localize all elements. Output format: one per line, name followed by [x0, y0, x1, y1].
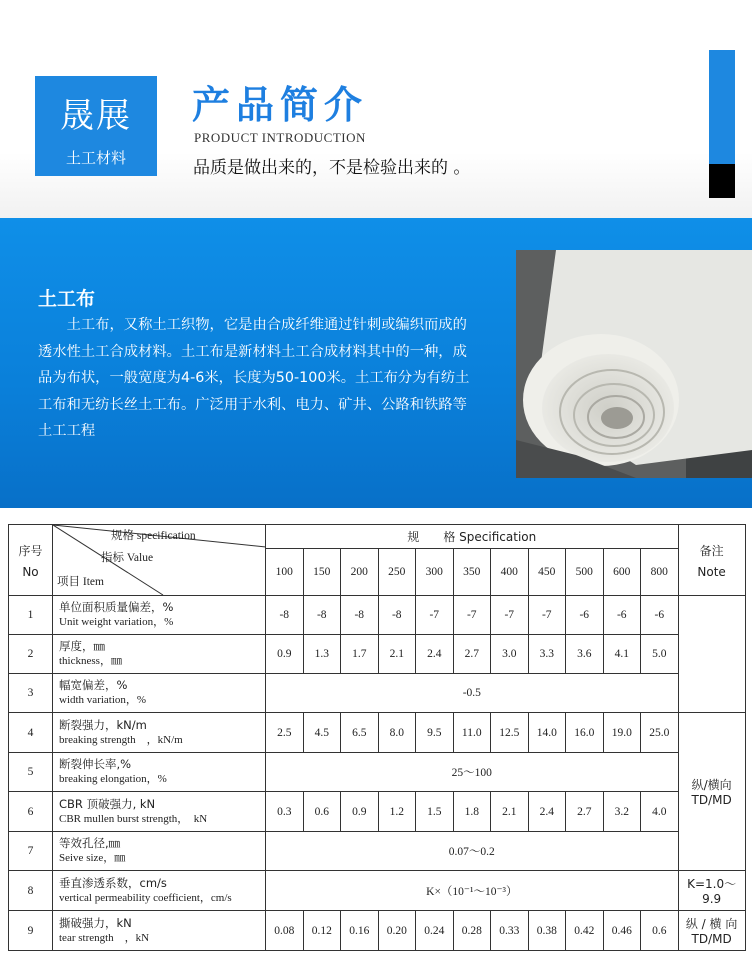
- header: [0, 0, 752, 218]
- note-header: [678, 525, 745, 596]
- item-label-cn: 撕破强力，kN: [59, 915, 132, 930]
- value-cell: 0.38: [528, 911, 566, 951]
- value-cell: 2.4: [416, 635, 454, 674]
- intro-title: 土工布: [38, 288, 96, 310]
- table-row: [9, 713, 746, 753]
- grade-header: 300: [416, 549, 454, 596]
- value-cell: 0.6: [303, 792, 341, 832]
- value-cell: 0.08: [266, 911, 304, 951]
- merged-value: K×（10⁻¹～10⁻³）: [266, 871, 679, 911]
- table-row: [9, 674, 746, 713]
- value-cell: 0.9: [266, 635, 304, 674]
- value-cell: 0.20: [378, 911, 416, 951]
- value-cell: -7: [491, 596, 529, 635]
- item-label-en: vertical permeability coefficient，cm/s: [59, 891, 232, 904]
- value-cell: 2.1: [378, 635, 416, 674]
- spec-title: 规 格 Specification: [266, 525, 679, 549]
- value-cell: -7: [416, 596, 454, 635]
- item-label-cn: 等效孔径,㎜: [59, 836, 121, 850]
- note-td-md-2: 纵 / 横 向 TD/MD: [678, 911, 745, 951]
- item-label: [53, 635, 266, 674]
- item-label-en: Unit weight variation，%: [59, 616, 174, 628]
- value-cell: 8.0: [378, 713, 416, 753]
- logo-sub-text: 土工材料: [65, 149, 126, 167]
- value-cell: 3.3: [528, 635, 566, 674]
- grade-header: 100: [266, 549, 304, 596]
- item-label-en: Seive size，㎜: [59, 852, 126, 864]
- value-cell: 1.2: [378, 792, 416, 832]
- item-label: [53, 911, 266, 951]
- grade-header: 150: [303, 549, 341, 596]
- table-row: [9, 832, 746, 871]
- value-cell: 2.7: [453, 635, 491, 674]
- item-label: [53, 713, 266, 753]
- row-number: 2: [9, 635, 53, 674]
- value-cell: 0.28: [453, 911, 491, 951]
- note-cell-empty: [678, 596, 745, 713]
- value-cell: 11.0: [453, 713, 491, 753]
- value-cell: 3.6: [566, 635, 604, 674]
- slogan: 品质是做出来的，不是检验出来的 。: [193, 158, 471, 178]
- geotextile-roll-photo: [516, 250, 752, 478]
- value-cell: 0.12: [303, 911, 341, 951]
- value-cell: 1.3: [303, 635, 341, 674]
- diag-index-label: 指标 Value: [101, 552, 154, 564]
- item-label: [53, 674, 266, 713]
- table-row: [9, 596, 746, 635]
- item-label-cn: 单位面积质量偏差，%: [59, 600, 174, 614]
- table-body: [9, 596, 746, 951]
- intro-text: 土工布，又称土工织物，它是由合成纤维通过针刺或编织而成的透水性土工合成材料。土工布是新材料土工合成材料其中的一种，成品为布状，一般宽度为4-6米，长度为50-100米。土工布分为有纺土工布和无纺长丝土工布。广泛用于水利、电力、矿井、公路和铁路等土工工程: [38, 317, 470, 439]
- diag-spec-label: 规格 specification: [111, 530, 196, 542]
- value-cell: 4.1: [603, 635, 641, 674]
- value-cell: 6.5: [341, 713, 379, 753]
- item-label-en: breaking elongation，%: [59, 773, 167, 785]
- value-cell: 2.1: [491, 792, 529, 832]
- grade-header: 500: [566, 549, 604, 596]
- value-cell: 0.24: [416, 911, 454, 951]
- note-td-md: 纵/横向 TD/MD: [678, 713, 745, 871]
- grade-header: 600: [603, 549, 641, 596]
- item-label-en: tear strength ，kN: [59, 931, 150, 944]
- item-label-en: CBR mullen burst strength， kN: [59, 812, 208, 825]
- no-header-en: No: [22, 564, 39, 579]
- table-row: [9, 753, 746, 792]
- value-cell: 3.0: [491, 635, 529, 674]
- value-cell: -8: [341, 596, 379, 635]
- value-cell: 12.5: [491, 713, 529, 753]
- item-label-en: width variation，%: [59, 694, 147, 706]
- table-row: [9, 911, 746, 951]
- value-cell: 1.5: [416, 792, 454, 832]
- logo-main-text: 晟展: [60, 96, 132, 136]
- merged-value: -0.5: [266, 674, 679, 713]
- note-k-range: K=1.0～9.9: [678, 871, 745, 911]
- value-cell: 0.46: [603, 911, 641, 951]
- item-label-en: breaking strength ，kN/m: [59, 733, 183, 746]
- table-row: [9, 871, 746, 911]
- diagonal-header-cell: [53, 525, 266, 596]
- grade-header: 350: [453, 549, 491, 596]
- value-cell: 25.0: [641, 713, 679, 753]
- value-cell: 4.5: [303, 713, 341, 753]
- row-number: 6: [9, 792, 53, 832]
- value-cell: 0.16: [341, 911, 379, 951]
- value-cell: -8: [378, 596, 416, 635]
- value-cell: 2.5: [266, 713, 304, 753]
- merged-value: 25～100: [266, 753, 679, 792]
- intro-section: [0, 218, 752, 508]
- item-label: [53, 753, 266, 792]
- grade-header: 800: [641, 549, 679, 596]
- decorative-blue-bar: [709, 50, 735, 164]
- item-label-cn: 断裂强力，kN/m: [59, 717, 147, 732]
- value-cell: 0.6: [641, 911, 679, 951]
- page-title: 产品简介: [192, 83, 369, 127]
- value-cell: 19.0: [603, 713, 641, 753]
- page-subtitle: PRODUCT INTRODUCTION: [194, 130, 366, 145]
- value-cell: 0.42: [566, 911, 604, 951]
- no-header-cn: 序号: [18, 543, 43, 558]
- row-number: 1: [9, 596, 53, 635]
- value-cell: 3.2: [603, 792, 641, 832]
- value-cell: -7: [453, 596, 491, 635]
- value-cell: 5.0: [641, 635, 679, 674]
- value-cell: 0.3: [266, 792, 304, 832]
- item-label-cn: 断裂伸长率,%: [59, 757, 132, 771]
- brand-logo: [35, 76, 157, 176]
- value-cell: -6: [641, 596, 679, 635]
- note-header-en: Note: [697, 564, 726, 579]
- grade-header: 450: [528, 549, 566, 596]
- item-label: [53, 871, 266, 911]
- value-cell: 1.8: [453, 792, 491, 832]
- merged-value: 0.07～0.2: [266, 832, 679, 871]
- value-cell: 0.33: [491, 911, 529, 951]
- row-number: 8: [9, 871, 53, 911]
- item-label: [53, 596, 266, 635]
- table-row: [9, 635, 746, 674]
- item-label-cn: 垂直渗透系数，cm/s: [59, 875, 167, 890]
- value-cell: 2.7: [566, 792, 604, 832]
- row-number: 9: [9, 911, 53, 951]
- table-row: [9, 792, 746, 832]
- row-number: 5: [9, 753, 53, 792]
- item-label-cn: 幅宽偏差，%: [59, 678, 128, 692]
- grade-header: 200: [341, 549, 379, 596]
- value-cell: 1.7: [341, 635, 379, 674]
- note-header-cn: 备注: [699, 543, 724, 558]
- no-header: [9, 525, 53, 596]
- row-number: 7: [9, 832, 53, 871]
- item-label-cn: 厚度，㎜: [59, 639, 105, 653]
- value-cell: 9.5: [416, 713, 454, 753]
- item-label-en: thickness，㎜: [59, 655, 122, 667]
- item-label: [53, 792, 266, 832]
- value-cell: 16.0: [566, 713, 604, 753]
- value-cell: -7: [528, 596, 566, 635]
- row-number: 4: [9, 713, 53, 753]
- row-number: 3: [9, 674, 53, 713]
- value-cell: -6: [603, 596, 641, 635]
- value-cell: -6: [566, 596, 604, 635]
- decorative-black-bar: [709, 164, 735, 198]
- value-cell: 4.0: [641, 792, 679, 832]
- value-cell: 0.9: [341, 792, 379, 832]
- grade-header: 400: [491, 549, 529, 596]
- item-label: [53, 832, 266, 871]
- value-cell: 2.4: [528, 792, 566, 832]
- grade-header: 250: [378, 549, 416, 596]
- value-cell: -8: [303, 596, 341, 635]
- spec-table: [8, 524, 745, 951]
- diag-item-label: 项目 Item: [57, 576, 104, 588]
- value-cell: -8: [266, 596, 304, 635]
- item-label-cn: CBR 顶破强力, kN: [59, 796, 156, 811]
- value-cell: 14.0: [528, 713, 566, 753]
